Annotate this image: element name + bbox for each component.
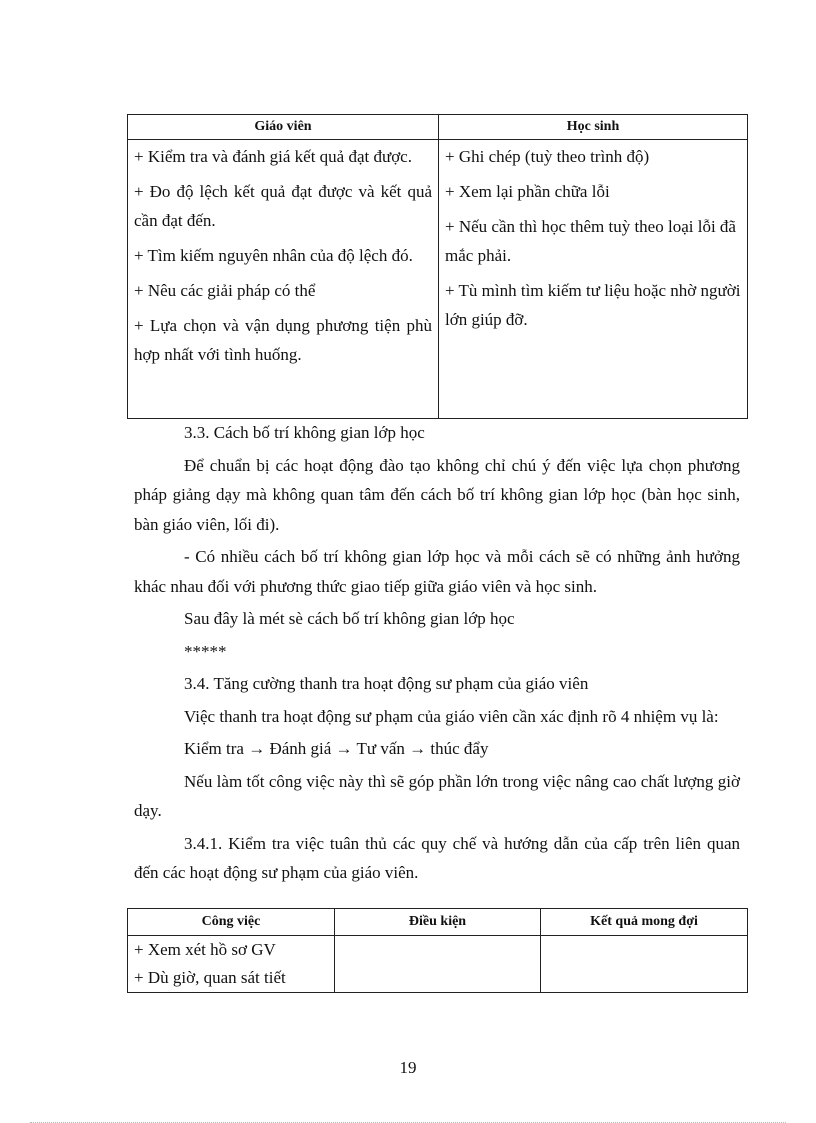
paragraph: Nếu làm tốt công việc này thì sẽ góp phần lớn trong việc nâng cao chất lượng giờ dạy. [134,771,740,820]
heading-3-4: 3.4. Tăng cường thanh tra hoạt động sư phạm của giáo viên [184,674,589,693]
teacher-item: + Tìm kiếm nguyên nhân của độ lệch đó. [134,246,413,265]
teacher-item: + Kiểm tra và đánh giá kết quả đạt được. [134,147,412,166]
page-number: 19 [399,1058,417,1077]
paragraph: Sau đây là mét sè cách bố trí không gian lớp học [184,609,515,628]
header-student: Học sinh [439,115,748,140]
stars-placeholder: ***** [184,641,227,661]
header-condition: Điều kiện [335,909,541,936]
condition-cell [335,936,541,993]
heading-3-4-1: 3.4.1. Kiểm tra việc tuân thủ các quy chế và hướng dẫn của cấp trên liên quan đến các hoạt động sư phạm của giáo viên. [134,833,740,882]
student-item: + Tù mình tìm kiếm tư liệu hoặc nhờ người lớn giúp đỡ. [445,281,741,329]
expected-result-cell [541,936,748,993]
teacher-cell [128,140,439,419]
student-item: + Xem lại phần chữa lỗi [445,182,610,201]
teacher-student-table [127,114,748,419]
header-work: Công việc [128,909,335,936]
student-item: + Nếu cần thì học thêm tuỳ theo loại lỗi đã mắc phải. [445,217,736,265]
teacher-item: + Nêu các giải pháp có thể [134,281,316,300]
teacher-item: + Lựa chọn và vận dụng phương tiện phù hợp nhất với tình huống. [134,316,432,364]
flow-line: Kiểm tra → Đánh giá → Tư vấn → thúc đẩy [184,739,489,758]
heading-3-3: 3.3. Cách bố trí không gian lớp học [184,423,425,442]
paragraph: Việc thanh tra hoạt động sư phạm của giáo viên cần xác định rõ 4 nhiệm vụ là: [184,706,719,726]
paragraph: Để chuẩn bị các hoạt động đào tạo không chỉ chú ý đến việc lựa chọn phương pháp giảng dạy mà không quan tâm đến cách bố trí không gian lớp học (bàn học sinh, bàn giáo viên, lối đi). [134,455,740,534]
inspection-table [127,908,748,993]
header-expected-result: Kết quả mong đợi [541,909,748,936]
work-item: + Xem xét hồ sơ GV [134,940,276,959]
student-item: + Ghi chép (tuỳ theo trình độ) [445,147,650,166]
work-cell [128,936,335,993]
paragraph: - Có nhiều cách bố trí không gian lớp học và mỗi cách sẽ có những ảnh hưởng khác nhau đối với phương thức giao tiếp giữa giáo viên và học sinh. [134,547,740,596]
teacher-item: + Đo độ lệch kết quả đạt được và kết quả cần đạt đến. [134,182,432,230]
work-item: + Dù giờ, quan sát tiết [134,968,286,987]
body-text [134,418,740,888]
header-teacher: Giáo viên [128,115,439,140]
student-cell [439,140,748,419]
